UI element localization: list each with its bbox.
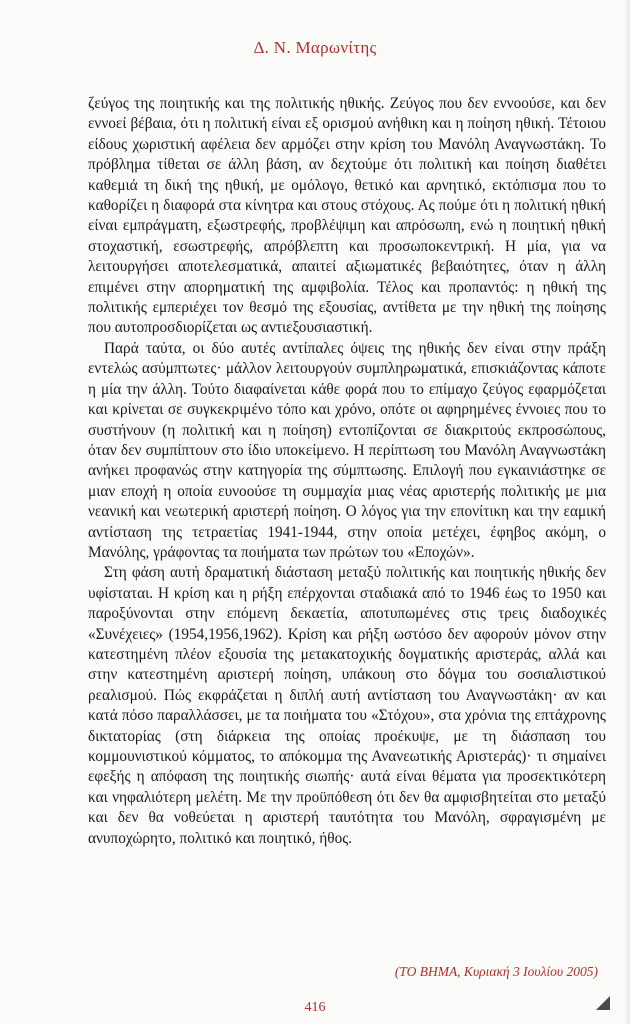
source-citation: (ΤΟ ΒΗΜΑ, Κυριακή 3 Ιουλίου 2005) xyxy=(394,964,598,979)
running-header-author: Δ. Ν. Μαρωνίτης xyxy=(253,38,377,57)
paragraph-2: Παρά ταύτα, οι δύο αυτές αντίπαλες όψεις της ηθικής δεν είναι στην πράξη εντελώς ασύμπτωτες· μάλλον λειτουργούν συμπληρωματικά, επισκιάζοντας κάποτε η μία την άλλη. Τούτο διαφαίνεται κάθε φορά που το επίμαχο ζεύγος εφαρμόζεται και κρίνεται σε συγκεκριμένο τόπο και χρόνο, οπότε οι αφηρημένες έννοιες που το συστήνουν (η πολιτική και η ποίηση) εντοπίζονται σε διακριτούς εκπροσώπους, όταν δεν συμπίπτουν στο ίδιο υποκείμενο. Η περίπτωση του Μανόλη Αναγνωστάκη ανήκει προφανώς στην κατηγορία της σύμπτωσης. Επιλογή που εγκαινιάστηκε σε μιαν εποχή η οποία ευνοούσε τη συμμαχία μιας νέας αριστερής πολιτικής με μια νεανική και νεωτερική αριστερή ποίηση. Ο λόγος για την επονίτικη και την εαμική αντίσταση της τετραετίας 1941-1944, στην οποία μετέχει, έφηβος ακόμη, ο Μανόλης, γράφοντας τα ποιήματα των πρώτων του «Εποχών». xyxy=(88,339,606,561)
page-number: 416 xyxy=(304,1000,326,1015)
article-body xyxy=(88,94,606,849)
paragraph-1: ζεύγος της ποιητικής και της πολιτικής ηθικής. Ζεύγος που δεν εννοούσε, και δεν εννοεί βέβαια, ότι η πολιτική είναι εξ ορισμού ανήθικη και η ποίηση ηθική. Τέτοιου είδους χωριστική αφέλεια δεν αρμόζει στην κρίση του Μανόλη Αναγνωστάκη. Το πρόβλημα τίθεται σε άλλη βάση, αν δεχτούμε ότι πολιτική και ποίηση διαθέτει καθεμιά τη δική της ηθική, με ομόλογο, θετικό και αρνητικό, εκτόπισμα που το καθορίζει η διαφορά στα κίνητρα και στους στόχους. Ας πούμε ότι η πολιτική ηθική είναι εμπράγματη, εξωστρεφής, προβλέψιμη και απρόσωπη, ενώ η ποιητική ηθική στοχαστική, εσωστρεφής, απρόβλεπτη και προσωποκεντρική. Η μία, για να λειτουργήσει αποτελεσματικά, απαιτεί αξιωματικές βεβαιότητες, όταν η άλλη επιμένει στην απορηματική της αμφιβολία. Τέλος και προπαντός: η ηθική της πολιτικής εμπεριέχει τον θεσμό της εξουσίας, αντίθετα με την ηθική της ποίησης που αυτοπροσδιορίζεται ως αντιεξουσιαστική. xyxy=(88,95,606,337)
corner-triangle-mark xyxy=(596,996,610,1010)
page-edge-shadow xyxy=(624,0,630,1024)
paragraph-3: Στη φάση αυτή δραματική διάσταση μεταξύ πολιτικής και ποιητικής ηθικής δεν υφίσταται. Η κρίση και η ρήξη επέρχονται σταδιακά από το 1946 έως το 1950 και παροξύνονται στην επόμενη δεκαετία, αποτυπωμένες στις τρεις διαδοχικές «Συνέχειες» (1954,1956,1962). Κρίση και ρήξη ωστόσο δεν αφορούν μόνον στην κατεστημένη πλέον εξουσία της μετακατοχικής δογματικής αριστεράς, αλλά και στην κατεστημένη αριστερή ποίηση, υπάκουη στο δόγμα του σοσιαλιστικού ρεαλισμού. Πώς εκφράζεται η διπλή αυτή αντίσταση του Αναγνωστάκη· αν και κατά πόσο παραλλάσσει, με τα ποιήματα του «Στόχου», στα χρόνια της επτάχρονης δικτατορίας (στη διάρκεια της οποίας προέκυψε, με τη διάσπαση του κομμουνιστικού κόμματος, το απόκομμα της Ανανεωτικής Αριστεράς)· τι σημαίνει εφεξής η απόφαση της ποιητικής σιωπής· αυτά είναι θέματα για προσεκτικότερη και νηφαλιότερη μελέτη. Με την προϋπόθεση ότι δεν θα αμφισβητείται στο μεταξύ και δεν θα νοθεύεται η αριστερή ταυτότητα του Μανόλη, σφραγισμένη με ανυποχώρητο, πολιτικό και ποιητικό, ήθος. xyxy=(88,564,606,847)
